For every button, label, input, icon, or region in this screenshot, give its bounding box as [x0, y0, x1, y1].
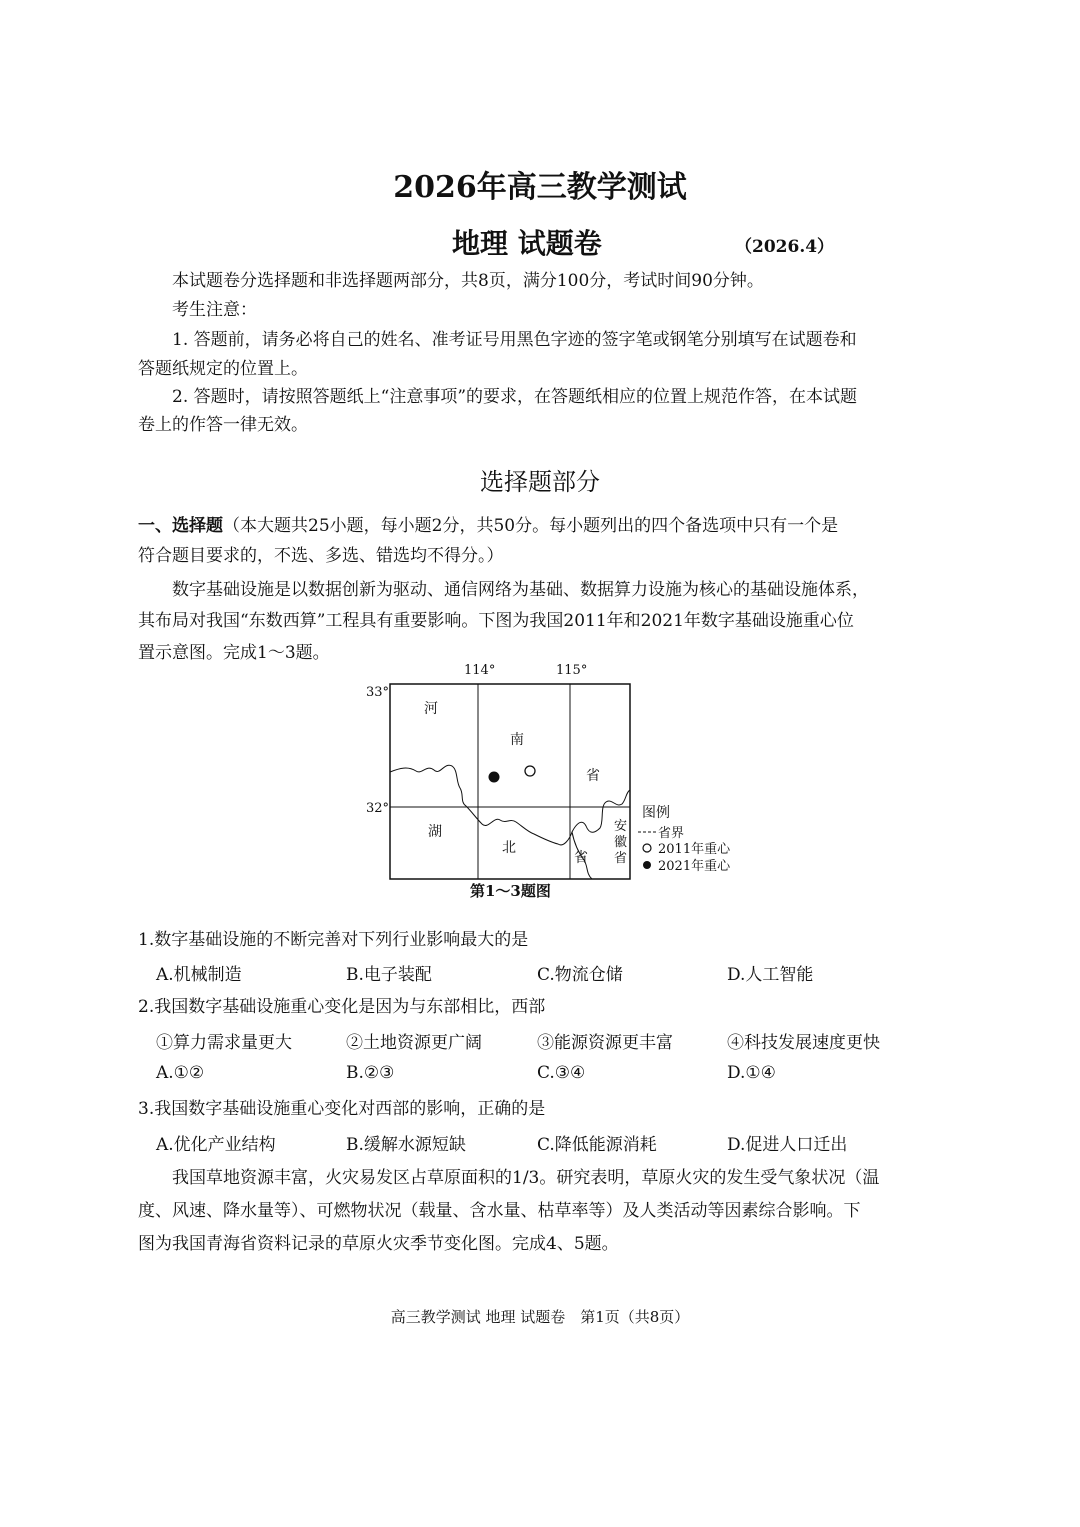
centroid-map	[360, 656, 760, 886]
label-hu: 湖	[428, 824, 442, 840]
label-bei: 北	[502, 840, 516, 856]
note1-line-b: 答题纸规定的位置上。	[138, 359, 308, 379]
q3-option-d: D.促进人口迁出	[727, 1135, 848, 1155]
label-hui: 徽	[614, 835, 628, 850]
notice-label: 考生注意：	[172, 300, 257, 320]
section-title: 选择题部分	[480, 468, 600, 496]
label-nan: 南	[510, 732, 524, 748]
label-an: 安	[614, 819, 628, 834]
label-sheng-hubei: 省	[574, 850, 588, 866]
label-sheng-henan: 省	[586, 768, 600, 784]
q2-option-c: C.③④	[537, 1063, 586, 1083]
note2-line-b: 卷上的作答一律无效。	[138, 415, 308, 435]
legend-2021-symbol	[643, 861, 651, 869]
lon-label-114: 114°	[464, 663, 496, 678]
q3-stem: 3.我国数字基础设施重心变化对西部的影响，正确的是	[138, 1099, 546, 1119]
passage1-line1: 数字基础设施是以数据创新为驱动、通信网络为基础、数据算力设施为核心的基础设施体系，	[172, 580, 869, 600]
passage1-line3: 置示意图。完成1～3题。	[138, 643, 330, 663]
centroid-2011-marker	[525, 766, 535, 776]
exam-subtitle: 地理 试题卷	[452, 227, 602, 260]
note1-line-a: 1. 答题前，请务必将自己的姓名、准考证号用黑色字迹的签字笔或钢笔分别填写在试题卷和	[172, 330, 857, 350]
passage2-line2: 度、风速、降水量等）、可燃物状况（载量、含水量、枯草率等）及人类活动等因素综合影响。下	[138, 1201, 861, 1221]
legend-2011-symbol	[643, 844, 651, 852]
legend-2021-label: 2021年重心	[658, 859, 731, 874]
passage2-line3: 图为我国青海省资料记录的草原火灾季节变化图。完成4、5题。	[138, 1234, 619, 1254]
map-caption: 第1～3题图	[470, 882, 551, 900]
exam-title: 2026年高三教学测试	[393, 170, 687, 205]
q1-option-b: B.电子装配	[346, 965, 432, 985]
page-footer: 高三教学测试 地理 试题卷 第1页（共8页）	[390, 1308, 690, 1326]
q2-option-b: B.②③	[346, 1063, 395, 1083]
passage2-line1: 我国草地资源丰富，火灾易发区占草原面积的1/3。研究表明，草原火灾的发生受气象状况（温	[172, 1168, 880, 1188]
q3-option-c: C.降低能源消耗	[537, 1135, 657, 1155]
label-he: 河	[424, 701, 438, 717]
intro-line: 本试题卷分选择题和非选择题两部分，共8页，满分100分，考试时间90分钟。	[172, 271, 764, 291]
q1-option-d: D.人工智能	[727, 965, 814, 985]
q2-option-a: A.①②	[156, 1063, 205, 1083]
q2-stem: 2.我国数字基础设施重心变化是因为与东部相比，西部	[138, 997, 546, 1017]
legend-title: 图例	[642, 805, 670, 821]
section-heading-b: 符合题目要求的，不选、多选、错选均不得分。）	[138, 546, 504, 566]
q2-statement-3: ③能源资源更丰富	[537, 1033, 673, 1053]
lon-label-115: 115°	[556, 663, 588, 678]
lat-label-32: 32°	[366, 801, 390, 816]
section-heading-label: 一、选择题	[138, 516, 223, 536]
q1-option-c: C.物流仓储	[537, 965, 623, 985]
note2-line-a: 2. 答题时，请按照答题纸上“注意事项”的要求，在答题纸相应的位置上规范作答，在本试题	[172, 387, 858, 407]
q1-option-a: A.机械制造	[156, 965, 242, 985]
exam-date: （2026.4）	[735, 237, 835, 257]
q3-option-b: B.缓解水源短缺	[346, 1135, 466, 1155]
q2-statement-1: ①算力需求量更大	[156, 1033, 292, 1053]
label-sheng-anhui: 省	[614, 851, 628, 866]
section-heading-text: （本大题共25小题，每小题2分，共50分。每小题列出的四个备选项中只有一个是	[223, 516, 839, 536]
q2-option-d: D.①④	[727, 1063, 776, 1083]
section-heading-a	[138, 511, 838, 541]
passage1-line2: 其布局对我国“东数西算”工程具有重要影响。下图为我国2011年和2021年数字基础设施重心位	[138, 611, 854, 631]
q2-statement-2: ②土地资源更广阔	[346, 1033, 482, 1053]
q2-statement-4: ④科技发展速度更快	[727, 1033, 880, 1053]
centroid-2021-marker	[489, 772, 500, 783]
q1-stem: 1.数字基础设施的不断完善对下列行业影响最大的是	[138, 930, 529, 950]
lat-label-33: 33°	[366, 685, 390, 700]
legend-2011-label: 2011年重心	[658, 842, 731, 857]
q3-option-a: A.优化产业结构	[156, 1135, 276, 1155]
legend-border-label: 省界	[658, 826, 685, 841]
